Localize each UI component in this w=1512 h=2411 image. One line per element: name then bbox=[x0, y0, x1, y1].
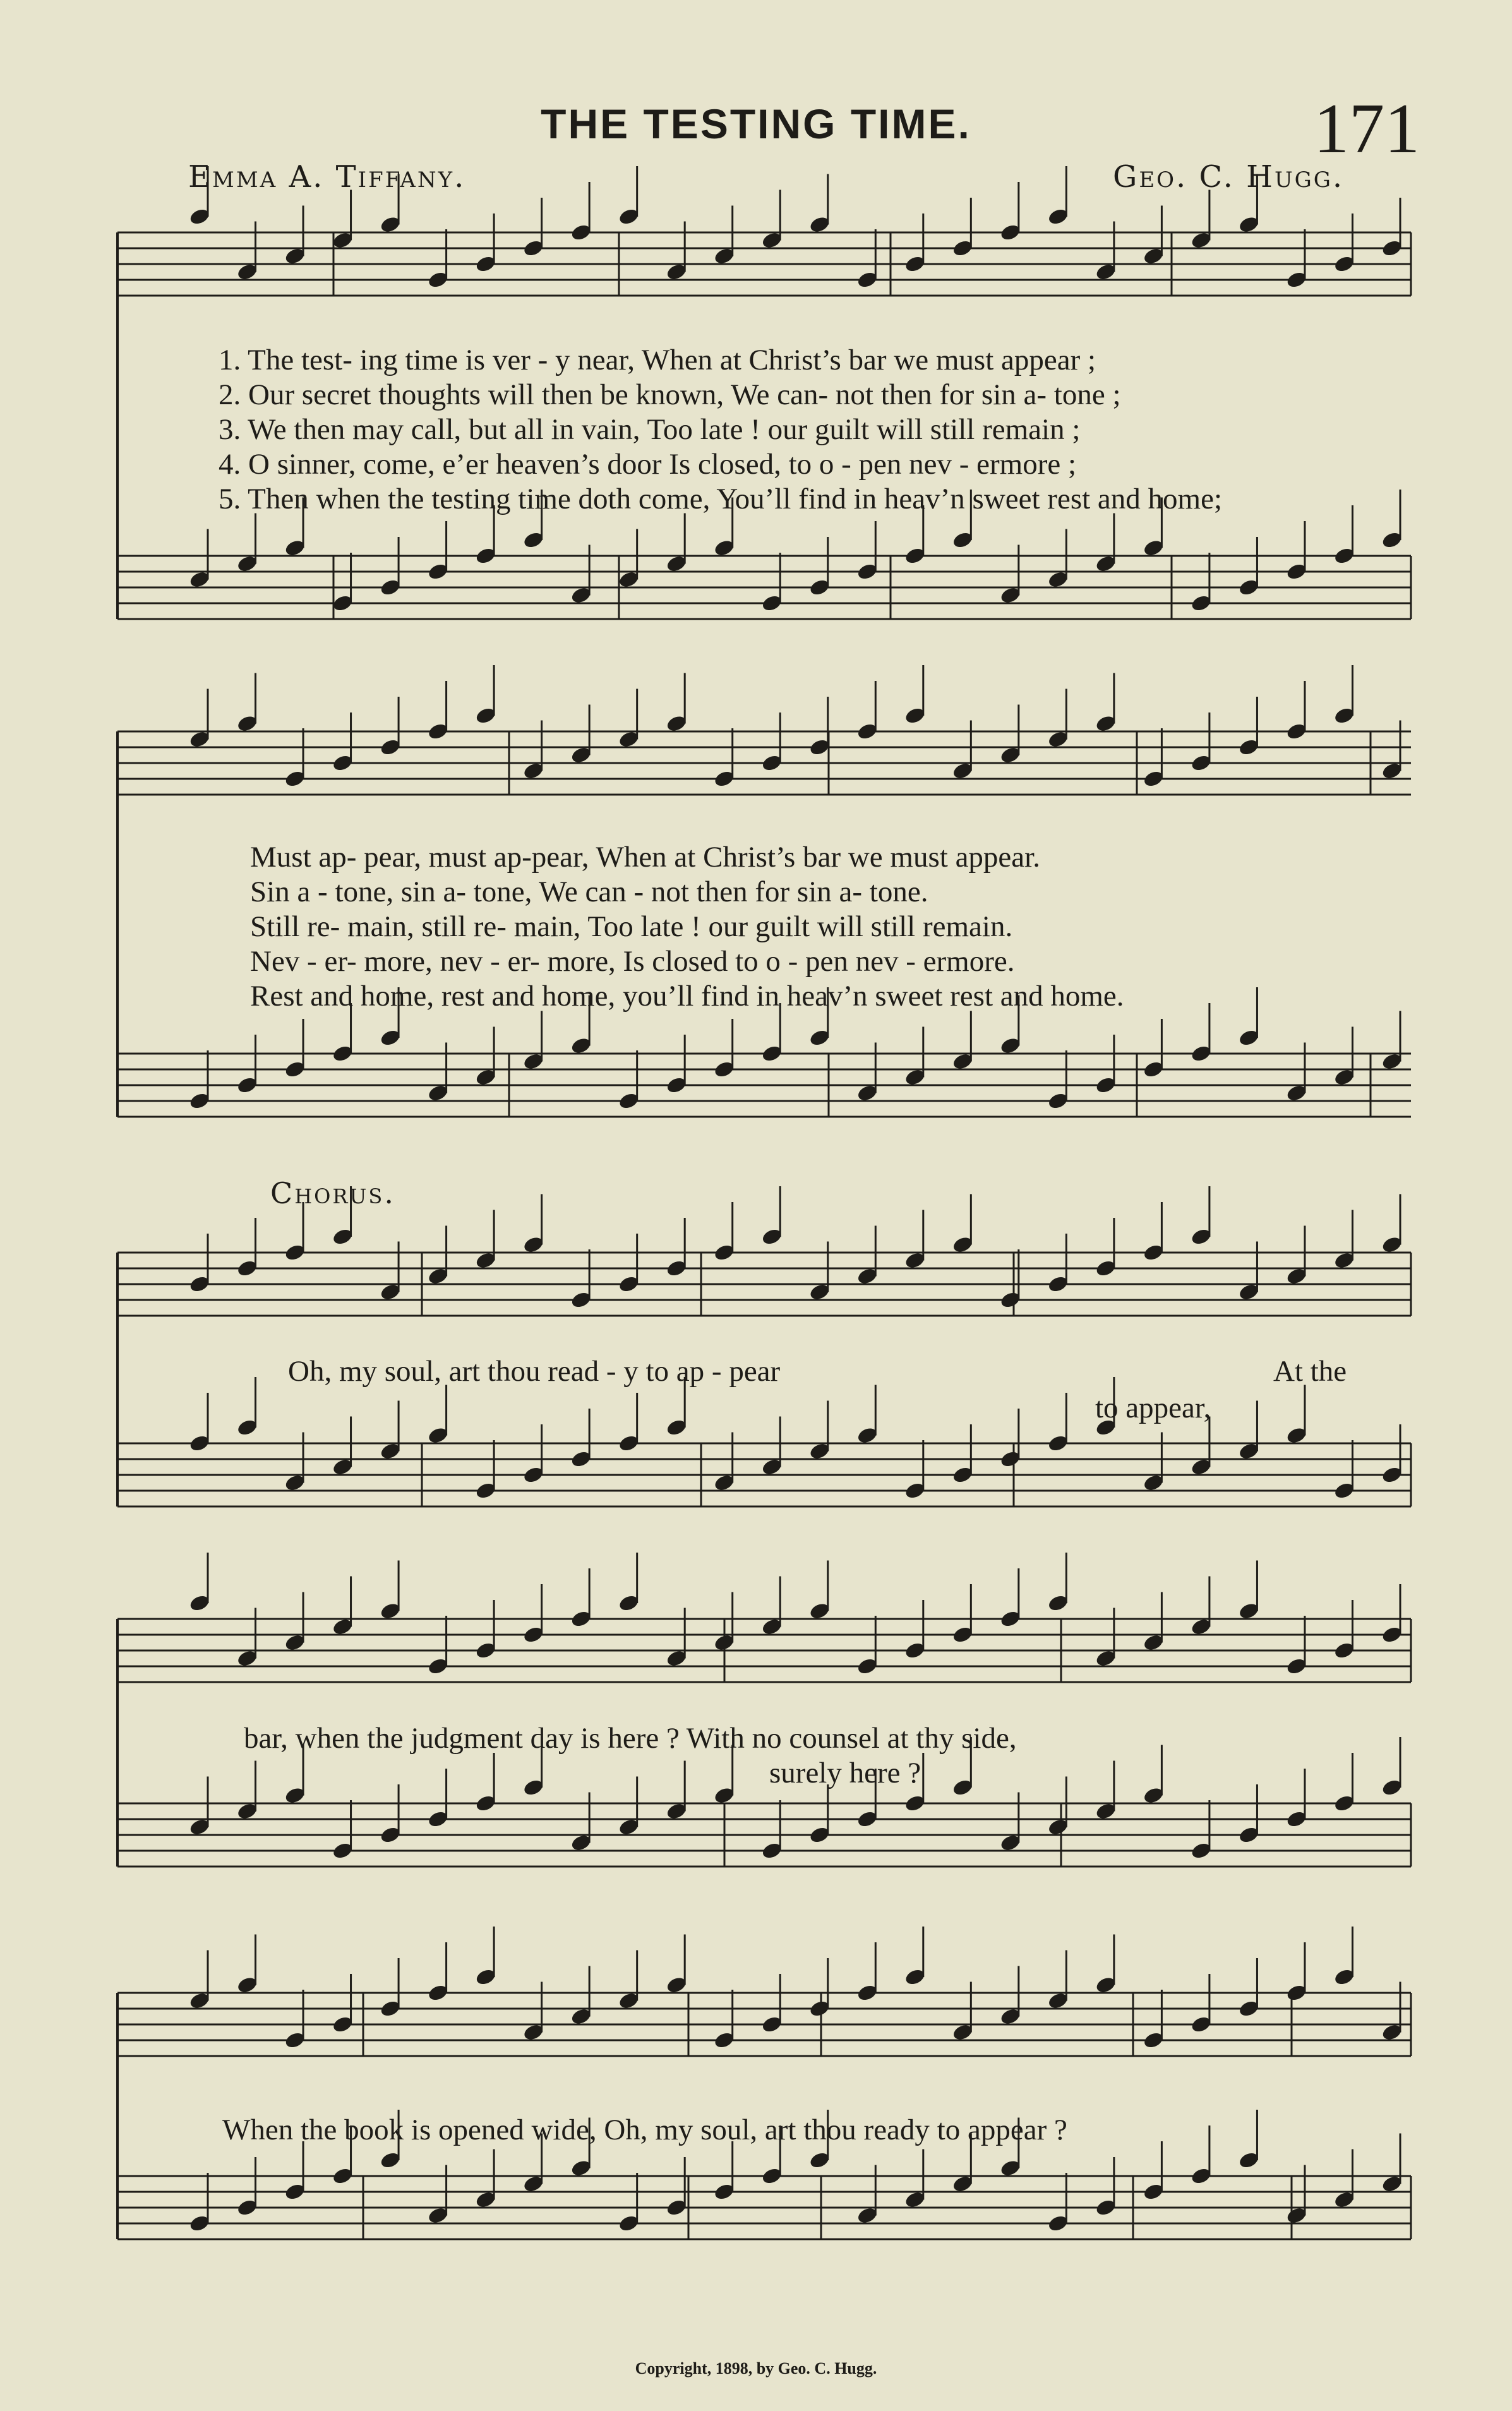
chorus-lyric-3: When the book is opened wide, Oh, my soul, art thou ready to appear ? bbox=[222, 2113, 1067, 2146]
stanza-5-line-1: 5. Then when the testing time doth come, You’ll find in heav’n sweet rest and home; bbox=[219, 483, 1223, 515]
stanza-3-line-2: Still re- main, still re- main, Too late ! our guilt will still remain. bbox=[250, 910, 1013, 943]
stanza-1-line-2: Must ap- pear, must ap-pear, When at Christ’s bar we must appear. bbox=[250, 841, 1040, 874]
chorus-lyric-1-alt: to appear, bbox=[1095, 1392, 1211, 1424]
stanza-4-line-1: 4. O sinner, come, e’er heaven’s door Is closed, to o - pen nev - ermore ; bbox=[219, 448, 1077, 481]
copyright: Copyright, 1898, by Geo. C. Hugg. bbox=[635, 2359, 877, 2378]
chorus-lyric-1-end: At the bbox=[1273, 1355, 1347, 1388]
stanza-3-line-1: 3. We then may call, but all in vain, Too late ! our guilt will still remain ; bbox=[219, 413, 1081, 446]
stanza-2-line-1: 2. Our secret thoughts will then be known, We can- not then for sin a- tone ; bbox=[219, 378, 1121, 411]
chorus-lyric-2: bar, when the judgment day is here ? With no counsel at thy side, bbox=[244, 1722, 1017, 1755]
page-number: 171 bbox=[1314, 90, 1420, 168]
stanza-2-line-2: Sin a - tone, sin a- tone, We can - not then for sin a- tone. bbox=[250, 875, 928, 908]
chorus-lyric-1: Oh, my soul, art thou read - y to ap - pear bbox=[288, 1355, 781, 1388]
hymn-title: THE TESTING TIME. bbox=[541, 100, 971, 147]
stanza-1-line-1: 1. The test- ing time is ver - y near, When at Christ’s bar we must appear ; bbox=[219, 344, 1096, 376]
stanza-5-line-2: Rest and home, rest and home, you’ll find in heav’n sweet rest and home. bbox=[250, 980, 1124, 1013]
lyricist: Emma A. Tiffany. bbox=[188, 159, 466, 195]
chorus-lyric-2-alt: surely here ? bbox=[769, 1757, 921, 1789]
chorus-label: Chorus. bbox=[270, 1176, 395, 1210]
stanza-4-line-2: Nev - er- more, nev - er- more, Is closed to o - pen nev - ermore. bbox=[250, 945, 1015, 978]
composer: Geo. C. Hugg. bbox=[1113, 159, 1345, 195]
